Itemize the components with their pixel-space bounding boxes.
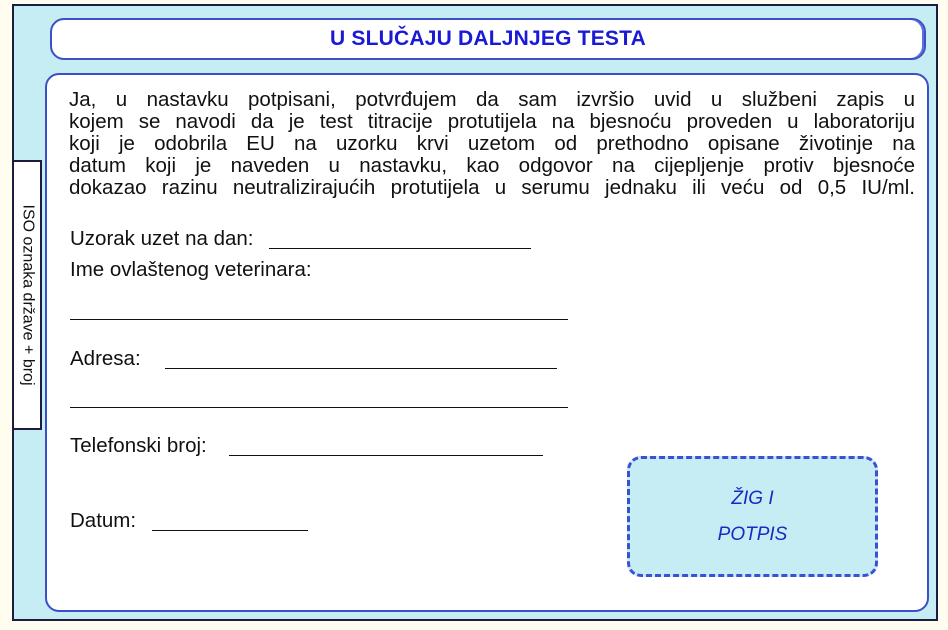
phone-label: Telefonski broj:	[70, 434, 207, 457]
sample-date-label: Uzorak uzet na dan:	[70, 227, 254, 250]
sample-date-field[interactable]	[269, 228, 531, 249]
declaration-line: koji je odobrila EU na uzorku krvi uzetom od prethodno opisane životinje na	[69, 132, 915, 155]
vet-name-label: Ime ovlaštenog veterinara:	[70, 258, 312, 281]
iso-country-label: ISO oznaka države + broj	[19, 204, 37, 386]
address-label: Adresa:	[70, 347, 141, 370]
vet-name-row	[70, 258, 312, 282]
declaration-line: datum koji je naveden u nastavku, kao odgovor na cijepljenje protiv bjesnoće	[69, 154, 915, 177]
sample-date-row	[70, 227, 531, 251]
vet-name-field[interactable]	[70, 299, 568, 320]
page-title: U SLUČAJU DALJNJEG TESTA	[330, 27, 646, 50]
stamp-label-line1: ŽIG I	[731, 487, 774, 509]
date-field[interactable]	[152, 510, 308, 531]
stamp-signature-box[interactable]	[627, 456, 878, 577]
iso-country-tab	[12, 160, 42, 430]
stamp-label-line2: POTPIS	[717, 523, 788, 545]
declaration-line: kojem se navodi da je test titracije protutijela na bjesnoću proveden u laboratoriju	[69, 110, 915, 133]
address-row	[70, 347, 557, 371]
declaration-line: dokazao razinu neutralizirajućih protutijela u serumu jednaku ili veću od 0,5 IU/ml.	[69, 176, 915, 199]
phone-field[interactable]	[229, 435, 543, 456]
phone-row	[70, 434, 543, 458]
declaration-text	[69, 89, 915, 199]
date-label: Datum:	[70, 509, 137, 532]
address-field-line2[interactable]	[70, 387, 568, 408]
address-field[interactable]	[165, 348, 557, 369]
date-row	[70, 509, 308, 533]
title-bar	[50, 18, 926, 60]
declaration-line: Ja, u nastavku potpisani, potvrđujem da sam izvršio uvid u službeni zapis u	[69, 88, 915, 111]
